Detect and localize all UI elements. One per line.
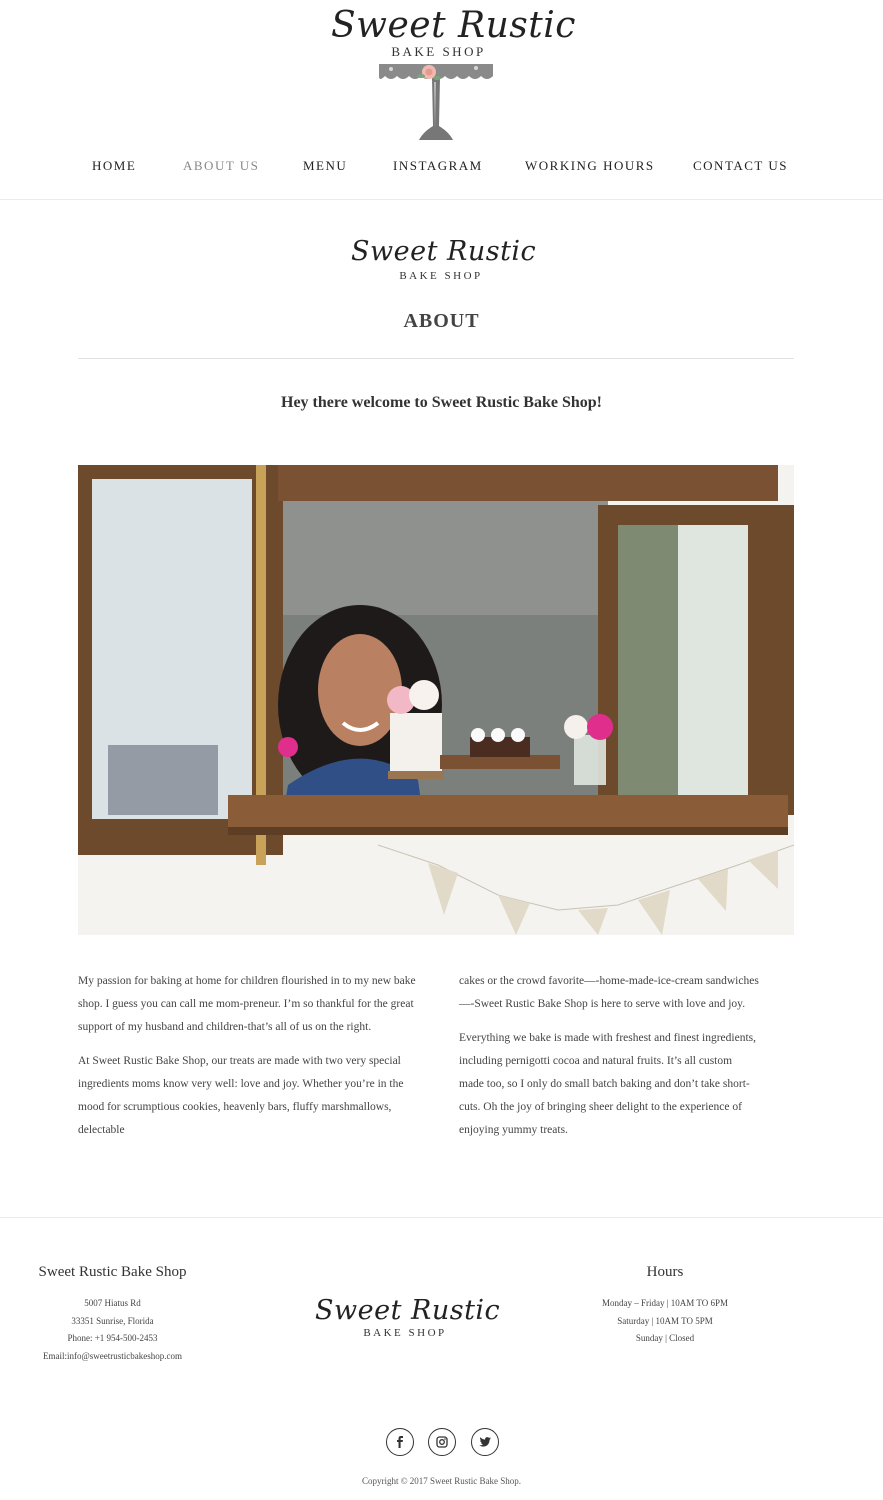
main-nav [0,150,883,180]
logo-script-text: Sweet Rustic [315,1295,501,1326]
hours-line: Monday – Friday | 10AM TO 6PM [602,1298,728,1308]
nav-item-menu[interactable]: MENU [303,158,348,173]
footer-address-heading: Sweet Rustic Bake Shop [38,1264,187,1280]
nav-item-about-us[interactable]: ABOUT US [183,158,260,173]
hours-line: Sunday | Closed [635,1333,695,1343]
footer-logo[interactable] [315,1295,501,1351]
facebook-link[interactable] [386,1428,414,1456]
site-logo[interactable] [331,5,576,142]
twitter-icon [478,1435,492,1449]
footer-hours [580,1264,750,1348]
phone-line[interactable]: Phone: +1 954-500-2453 [67,1333,158,1343]
nav-item-contact-us[interactable]: CONTACT US [693,158,788,173]
title-divider [78,358,794,359]
logo-script-text: Sweet Rustic [351,236,537,267]
owner-photo [78,465,794,935]
nav-item-instagram[interactable]: INSTAGRAM [393,158,483,173]
address-line: 5007 Hiatus Rd [84,1298,141,1308]
logo-sub-text: BAKE SHOP [391,44,486,59]
logo-sub-text: BAKE SHOP [363,1327,447,1339]
page-title: ABOUT [403,310,480,332]
email-line[interactable]: Email:info@sweetrusticbakeshop.com [42,1350,182,1361]
nav-item-home[interactable]: HOME [92,158,137,173]
footer-address [20,1264,205,1365]
nav-item-working-hours[interactable]: WORKING HOURS [525,158,655,173]
about-logo [351,236,537,290]
about-paragraph: At Sweet Rustic Bake Shop, our treats are made with two very special ingredients moms know very well: love and joy. Whether you’re in the mood for scrumptious cookies, heavenly bars, fluffy marshmallows, delectable [78,1055,404,1136]
site-header [0,0,883,200]
twitter-link[interactable] [471,1428,499,1456]
footer-hours-heading: Hours [646,1264,684,1280]
copyright-text: Copyright © 2017 Sweet Rustic Bake Shop. [361,1476,522,1486]
address-line: 33351 Sunrise, Florida [71,1315,154,1326]
about-paragraph: Everything we bake is made with freshest and finest ingredients, including pernigotti cocoa and natural fruits. It’s all custom made too, so I only do small batch baking and don’t take short-cuts. Oh the joy of bringing sheer delight to the experience of enjoying yummy treats. [459,1032,757,1136]
cake-stand-icon [371,56,501,144]
logo-sub-text: BAKE SHOP [399,270,483,282]
about-paragraph: My passion for baking at home for children flourished in to my new bake shop. I guess you can call me mom-preneur. I’m so thankful for the great support of my husband and children-that’s all of us on the right. [78,975,416,1033]
logo-script-text: Sweet Rustic [331,5,576,46]
footer-divider [0,1217,883,1218]
about-text-left [78,970,423,1153]
welcome-heading: Hey there welcome to Sweet Rustic Bake Shop! [281,394,602,411]
instagram-link[interactable] [428,1428,456,1456]
about-paragraph: cakes or the crowd favorite—-home-made-ice-cream sandwiches —-Sweet Rustic Bake Shop is here to serve with love and joy. [459,975,759,1010]
about-text-right [459,970,759,1153]
hours-line: Saturday | 10AM TO 5PM [617,1315,713,1326]
facebook-icon [393,1435,407,1449]
instagram-icon [435,1435,449,1449]
